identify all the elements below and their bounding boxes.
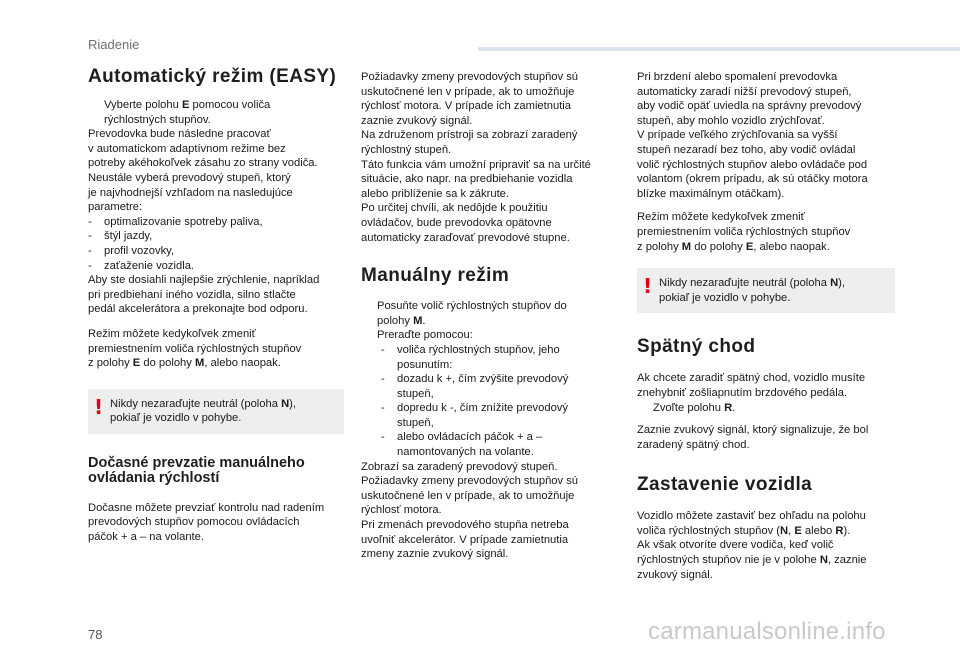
page-number: 78 bbox=[88, 627, 103, 642]
list-item: Posuňte volič rýchlostných stupňov do bbox=[377, 300, 567, 313]
paragraph-manual-mode: Posuňte volič rýchlostných stupňov do polohy M. Preraďte pomocou: - voliča rýchlostných stupňov, jeho posunutím: - dozadu k +, čím zvýšite prevodový stupeň, - dopredu k -, čím znížite prevodový stupeň, - alebo ovládacích páčok + a – namontovaných na volante. Zobrazí sa zaradený prevodový stupeň. Požiadavky zmeny prevodových stupňov sú uskutočnené len v prípade, ak to umožňuje rýchlosť motora. Pri zmenách prevodového stupňa netreba uvoľniť akcelerátor. V prípade zamietnutia zmeny zaznie zvukový signál. bbox=[361, 299, 623, 562]
paragraph-stopping: Vozidlo môžete zastaviť bez ohľadu na polohu voliča rýchlostných stupňov (N, E alebo R). Ak však otvoríte dvere vodiča, keď volič rýchlostných stupňov nie je v polohe N, zaznie zvukový signál. bbox=[637, 510, 867, 581]
paragraph-mode-change: Režim môžete kedykoľvek zmeniť premiestnením voliča rýchlostných stupňov z polohy E do polohy M, alebo naopak. bbox=[88, 327, 302, 370]
paragraph-braking: Pri brzdení alebo spomalení prevodovka automaticky zaradí nižší prevodový stupeň, aby vodič opäť uviedla na správny prevodový stupeň, aby mohlo vozidlo zrýchľovať. V prípade veľkého zrýchľovania sa vyšší stupeň nezaradí bez toho, aby vodič ovládal volič rýchlostných stupňov alebo ovládače pod volantom (okrem prípadu, ak sú otáčky motora blízke maximálnym otáčkam). bbox=[637, 71, 868, 200]
header-bar bbox=[478, 47, 960, 51]
section-title-temporary-manual: Dočasné prevzatie manuálneho ovládania rýchlostí bbox=[88, 454, 305, 487]
section-title-reverse: Spätný chod bbox=[637, 336, 756, 358]
warning-icon: ! bbox=[94, 394, 104, 419]
list-item: Vyberte polohu E pomocou voliča bbox=[104, 99, 271, 111]
paragraph-gear-requests: Požiadavky zmeny prevodových stupňov sú uskutočnené len v prípade, ak to umožňuje rýchlosť motora. V prípade ich zamietnutia zaznie zvukový signál. Na združenom prístroji sa zobrazí zaradený rýchlostný stupeň. Táto funkcia vám umožní pripraviť sa na určité situácie, ako napr. na predbiehanie vozidla alebo priblíženie sa k zákrute. Po určitej chvíli, ak nedôjde k použitiu ovládačov, bude prevodovka opätovne automaticky zaraďovať prevodové stupne. bbox=[361, 71, 591, 244]
section-title-stopping: Zastavenie vozidla bbox=[637, 474, 813, 496]
watermark: carmanualsonline.info bbox=[648, 618, 886, 645]
list-item: - štýl jazdy, bbox=[88, 230, 153, 243]
list-item: Zvoľte polohu R. bbox=[653, 401, 736, 414]
section-title-automatic-mode: Automatický režim (EASY) bbox=[88, 66, 337, 87]
list-item: - profil vozovky, bbox=[88, 244, 175, 257]
column-right bbox=[637, 70, 895, 589]
list-item: - voliča rýchlostných stupňov, jeho bbox=[381, 343, 560, 356]
column-middle bbox=[361, 70, 623, 569]
list-item: - optimalizovanie spotreby paliva, bbox=[88, 215, 263, 228]
paragraph-mode-change: Režim môžete kedykoľvek zmeniť premiestnením voliča rýchlostných stupňov z polohy M do polohy E, alebo naopak. bbox=[637, 211, 851, 253]
list-item: - dozadu k +, čím zvýšite prevodový bbox=[381, 373, 569, 386]
warning-icon: ! bbox=[643, 274, 653, 299]
paragraph-temporary-manual: Dočasne môžete prevziať kontrolu nad radením prevodových stupňov pomocou ovládacích páčok + a – na volante. bbox=[88, 501, 325, 544]
header-section-label: Riadenie bbox=[88, 37, 140, 52]
list-item: - zaťaženie vozidla. bbox=[88, 259, 195, 272]
paragraph-reverse: Ak chcete zaradiť spätný chod, vozidlo musíte znehybniť zošliapnutím brzdového pedála. Zvoľte polohu R. bbox=[637, 371, 895, 415]
warning-box: ! Nikdy nezaraďujte neutrál (poloha N), pokiaľ je vozidlo v pohybe. bbox=[88, 389, 344, 434]
list-item: - alebo ovládacích páčok + a – bbox=[381, 431, 543, 444]
warning-box: ! Nikdy nezaraďujte neutrál (poloha N), pokiaľ je vozidlo v pohybe. bbox=[637, 268, 895, 313]
column-left bbox=[88, 66, 344, 552]
list-item: - dopredu k -, čím znížite prevodový bbox=[381, 402, 568, 415]
paragraph-reverse-signal: Zaznie zvukový signál, ktorý signalizuje, že bol zaradený spätný chod. bbox=[637, 424, 869, 451]
list-item: Preraďte pomocou: bbox=[377, 329, 473, 342]
paragraph-automatic-intro: Vyberte polohu E pomocou voliča rýchlostných stupňov. Prevodovka bude následne pracovať v automatickom adaptívnom režime bez potreby akéhokoľvek zásahu zo strany vodiča. Neustále vyberá prevodový stupeň, ktorý je najvhodnejší vzhľadom na nasledujúce parametre: - optimalizovanie spotreby paliva, - štýl jazdy, - profil vozovky, - zaťaženie vozidla. Aby ste dosiahli najlepšie zrýchlenie, napríklad pri predbiehaní iného vozidla, silno stlačte pedál akcelerátora a prekonajte bod odporu. bbox=[88, 98, 344, 317]
section-title-manual-mode: Manuálny režim bbox=[361, 265, 510, 287]
